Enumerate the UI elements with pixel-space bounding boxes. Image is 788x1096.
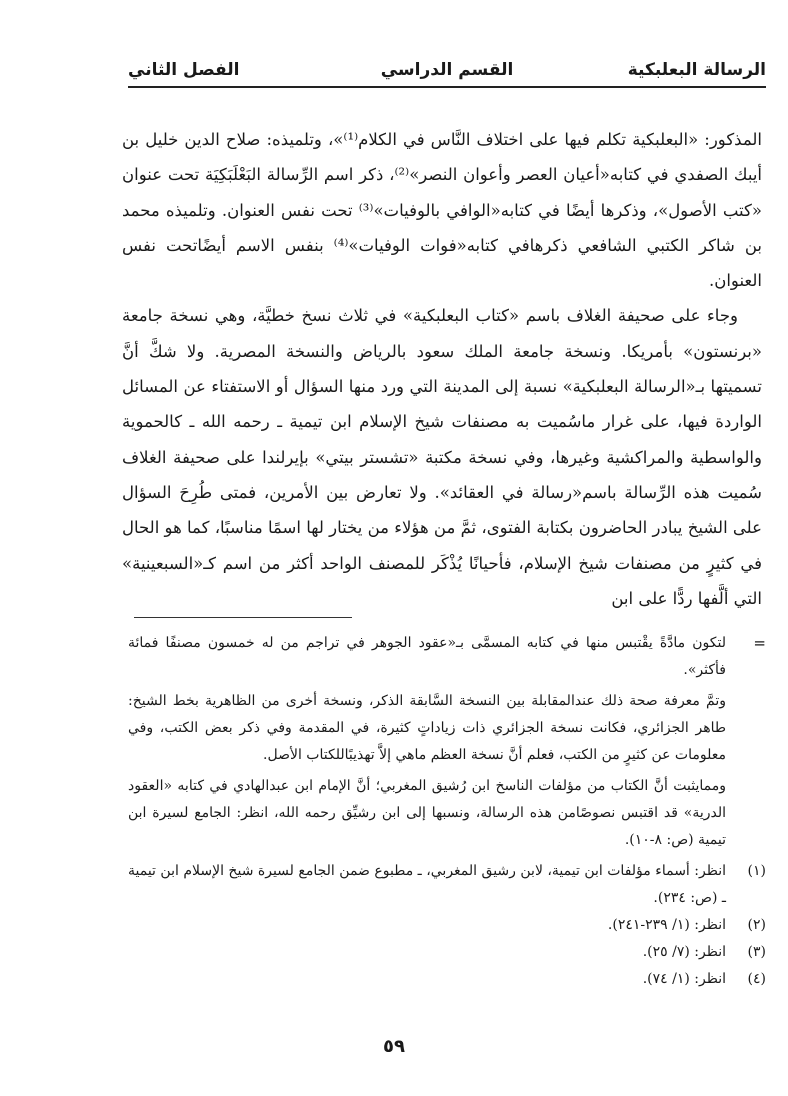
- header-divider: [128, 86, 766, 88]
- running-header: [128, 58, 766, 86]
- footnote-number: (٤): [747, 971, 766, 987]
- paragraph-2: وجاء على صحيفة الغلاف باسم «كتاب البعلبكية» في ثلاث نسخ خطيَّة، وهي نسخة جامعة «برنستون» بأمريكا. ونسخة جامعة الملك سعود بالرياض والنسخة المصرية. ولا شكَّ أنَّ تسميتها بـ«الرسالة البعلبكية» نسبة إلى المدينة التي ورد منها السؤال أو الاستفتاء عن المسائل الواردة فيها، على غرار ماسُميت به مصنفات شيخ الإسلام ابن تيمية ـ رحمه الله ـ كالحموية والواسطية والمراكشية وغيرها، وفي نسخة مكتبة «تشستر بيتي» بإيرلندا على صحيفة الغلاف سُميت هذه الرِّسالة باسم«رسالة في العقائد». ولا تعارض بين الأمرين، فمتى طُرِحَ السؤال على الشيخ يبادر الحاضرون بكتابة الفتوى، ثمَّ من هؤلاء من يختار لها اسمًا مناسبًا، كما هو الحال في كثيرٍ من مصنفات شيخ الإسلام، فأحيانًا يُذْكَر للمصنف الواحد أكثر من اسم كـ«السبعينية» التي ألَّفها ردًّا على ابن: [122, 306, 762, 608]
- footnote-continuation-paragraph: لتكون مادَّةً يقْتبس منها في كتابه المسمَّى بـ«عقود الجوهر في تراجم من له خمسون مصنفًا فمائة فأكثر».: [128, 635, 726, 678]
- footnote-2: [128, 912, 766, 939]
- footnote-number: (١): [747, 863, 766, 879]
- header-book-title: الرسالة البعلبكية: [627, 60, 766, 80]
- footnote-number: (٢): [747, 917, 766, 933]
- footnote-divider: [134, 617, 352, 618]
- footnote-text: انظر: أسماء مؤلفات ابن تيمية، لابن رشيق المغربي، ـ مطبوع ضمن الجامع لسيرة شيخ الإسلام ابن تيمية ـ (ص: ٢٣٤).: [128, 863, 726, 906]
- footnote-4: [128, 966, 766, 993]
- paragraph-1: المذكور: «البعلبكية تكلم فيها على اختلاف النَّاس في الكلام⁽¹⁾»، وتلميذه: صلاح الدين خليل بن أيبك الصفدي في كتابه«أعيان العصر وأعوان النصر»⁽²⁾، ذكر اسم الرِّسالة البَعْلَبَكِيَة تحت عنوان «كتب الأصول»، وذكرها أيضًا في كتابه«الوافي بالوفيات»⁽³⁾ تحت نفس العنوان. وتلميذه محمد بن شاكر الكتبي الشافعي ذكرهافي كتابه«فوات الوفيات»⁽⁴⁾ بنفس الاسم أيضًاتحت نفس العنوان.: [122, 130, 762, 291]
- footnote-1: [128, 858, 766, 912]
- header-chapter-title: الفصل الثاني: [128, 60, 240, 80]
- main-text: [122, 122, 762, 616]
- header-section-title: القسم الدراسي: [380, 60, 514, 80]
- page-number: ٥٩: [383, 1036, 405, 1057]
- footnote-number: (٣): [747, 944, 766, 960]
- footnote-text: انظر: (١/ ٧٤).: [642, 971, 726, 987]
- footnote-continuation: [128, 630, 766, 854]
- footnote-text: انظر: (١/ ٢٣٩-٢٤١).: [607, 917, 726, 933]
- footnote-continuation-paragraph: وتمَّ معرفة صحة ذلك عندالمقابلة بين النسخة السَّابقة الذكر، ونسخة أخرى من الظاهرية بخط الشيخ: طاهر الجزائري، فكانت نسخة الجزائري ذات زياداتٍ كثيرة، في المقدمة وفي ذكر بعض الكتب، وفي معلومات عن كثيرٍ من الكتب، فعلم أنَّ نسخة العظم ماهي إلاَّ تهذيبًاللكتاب الأصل.: [128, 693, 726, 763]
- footnote-text: انظر: (٧/ ٢٥).: [642, 944, 726, 960]
- continuation-marker: =: [753, 634, 766, 652]
- footnotes: [128, 630, 766, 993]
- footnote-continuation-paragraph: وممايثبت أنَّ الكتاب من مؤلفات الناسخ ابن رُشيق المغربي؛ أنَّ الإمام ابن عبدالهادي في كتابه «العقود الدرية» قد اقتبس نصوصًامن هذه الرسالة، ونسبها إلى ابن رشيِّق رحمه الله، انظر: الجامع لسيرة ابن تيمية (ص: ٨-١٠).: [128, 778, 726, 848]
- footnote-3: [128, 939, 766, 966]
